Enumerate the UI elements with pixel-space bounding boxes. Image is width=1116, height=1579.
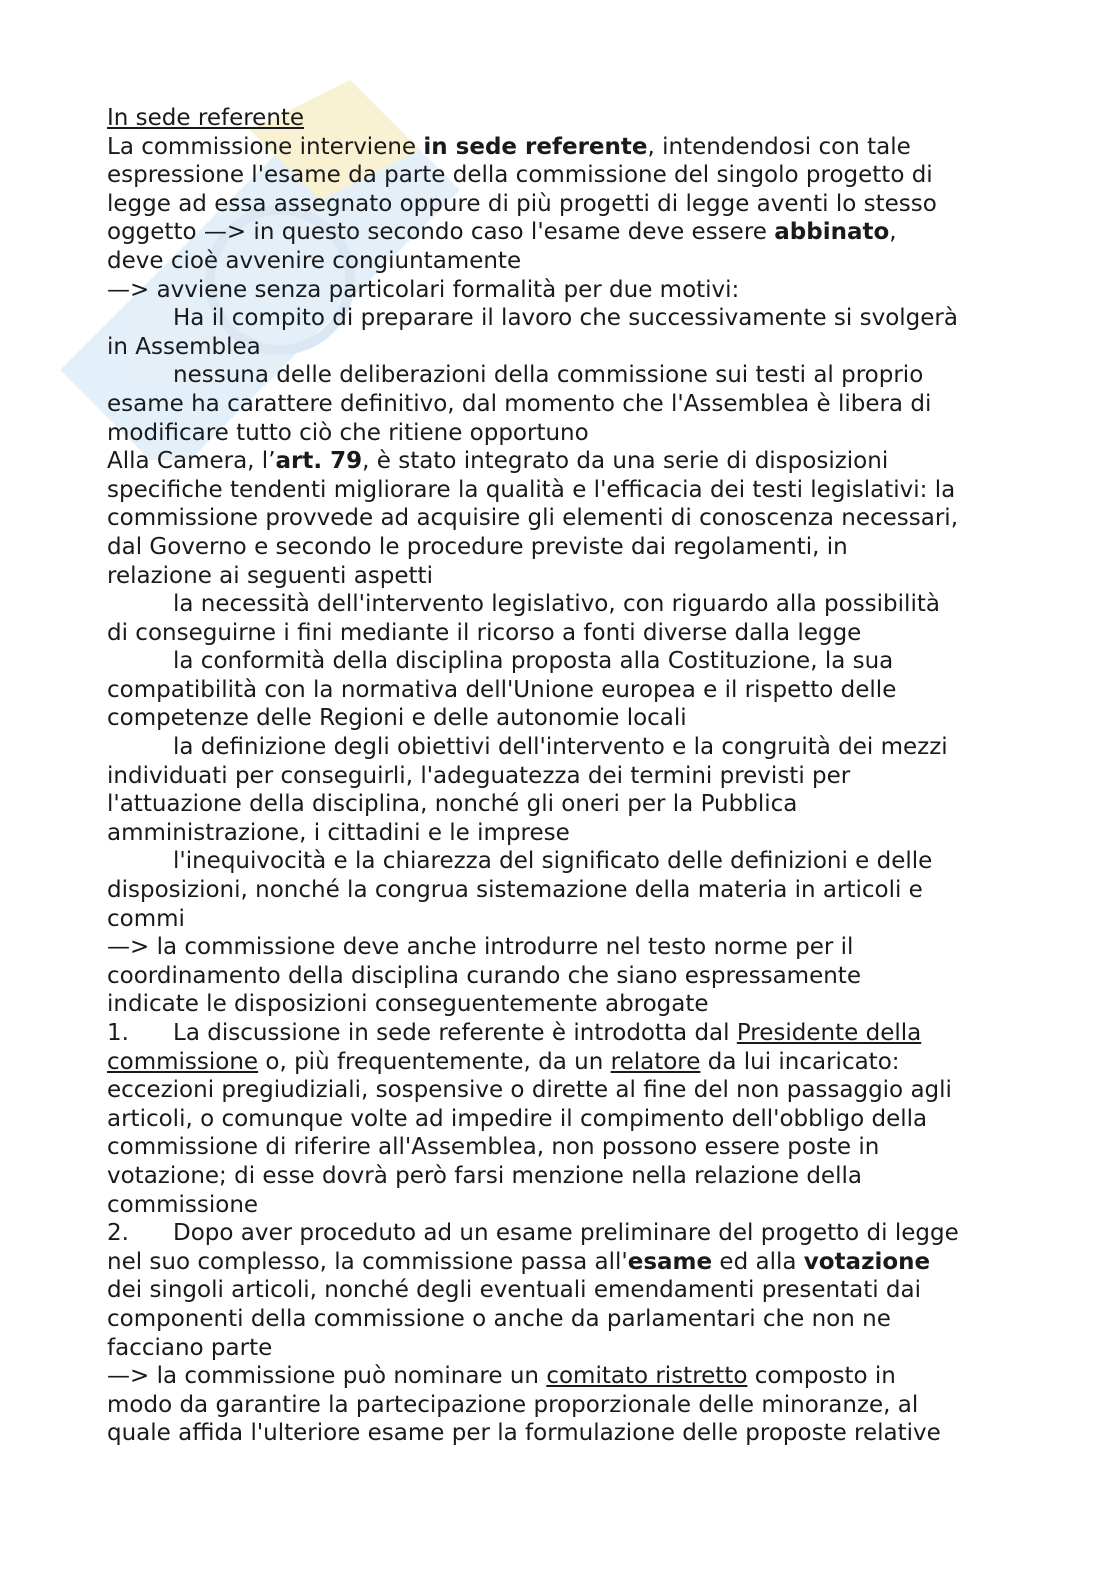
paragraph-line: legge ad essa assegnato oppure di più progetti di legge aventi lo stesso <box>107 190 937 217</box>
item-number: 1. <box>107 1020 129 1046</box>
numbered-item-line: dei singoli articoli, nonché degli eventuali emendamenti presentati dai <box>107 1277 922 1304</box>
numbered-item-line: articoli, o comunque volte ad impedire il compimento dell'obbligo della <box>107 1105 928 1132</box>
numbered-item-line: commissione <box>107 1191 259 1218</box>
paragraph-line: indicate le disposizioni conseguentemente abrogate <box>107 991 709 1018</box>
paragraph-line: specifiche tendenti migliorare la qualità e l'efficacia dei testi legislativi: la <box>107 476 956 503</box>
paragraph-line: —> la commissione può nominare un comitato ristretto composto in <box>107 1363 896 1390</box>
item-number: 2. <box>107 1220 129 1247</box>
numbered-item-line: eccezioni pregiudiziali, sospensive o dirette al fine del non passaggio agli <box>107 1077 952 1104</box>
paragraph-line: Alla Camera, l’art. 79, è stato integrato da una serie di disposizioni <box>107 448 889 475</box>
list-item-line: l'attuazione della disciplina, nonché gli oneri per la Pubblica <box>107 791 798 818</box>
list-item-line: individuati per conseguirli, l'adeguatezza dei termini previsti per <box>107 762 851 789</box>
numbered-item-line: commissione di riferire all'Assemblea, non possono essere poste in <box>107 1134 880 1161</box>
list-item-line: disposizioni, nonché la congrua sistemazione della materia in articoli e <box>107 877 923 904</box>
paragraph-line: oggetto —> in questo secondo caso l'esame deve essere abbinato, <box>107 219 897 246</box>
numbered-item: 1. La discussione in sede referente è introdotta dal Presidente della <box>107 1020 922 1046</box>
list-item-line: amministrazione, i cittadini e le imprese <box>107 819 570 846</box>
paragraph-line: La commissione interviene in sede referente, intendendosi con tale <box>107 133 911 160</box>
numbered-item-line: componenti della commissione o anche da parlamentari che non ne <box>107 1305 891 1332</box>
document-body <box>107 104 1007 1448</box>
numbered-item-line: nel suo complesso, la commissione passa all'esame ed alla votazione <box>107 1248 931 1275</box>
list-item-line: di conseguirne i fini mediante il ricorso a fonti diverse dalla legge <box>107 619 862 646</box>
list-item-line: commi <box>107 905 185 932</box>
numbered-item-line: votazione; di esse dovrà però farsi menzione nella relazione della <box>107 1162 862 1189</box>
section-heading: In sede referente <box>107 105 305 131</box>
list-item-line: in Assemblea <box>107 333 261 360</box>
paragraph-line: commissione provvede ad acquisire gli elementi di conoscenza necessari, <box>107 505 959 532</box>
paragraph-line: quale affida l'ulteriore esame per la formulazione delle proposte relative <box>107 1420 941 1447</box>
numbered-item-line: commissione o, più frequentemente, da un relatore da lui incaricato: <box>107 1048 900 1075</box>
numbered-item: 2. Dopo aver proceduto ad un esame preliminare del progetto di legge <box>107 1220 959 1247</box>
list-item-line: compatibilità con la normativa dell'Unione europea e il rispetto delle <box>107 676 897 703</box>
paragraph-line: coordinamento della disciplina curando che siano espressamente <box>107 962 861 989</box>
paragraph-line: dal Governo e secondo le procedure previste dai regolamenti, in <box>107 533 848 560</box>
list-item: Ha il compito di preparare il lavoro che successivamente si svolgerà <box>173 305 958 332</box>
list-item-line: competenze delle Regioni e delle autonomie locali <box>107 705 687 732</box>
paragraph-line: espressione l'esame da parte della commissione del singolo progetto di <box>107 162 933 189</box>
list-item: la necessità dell'intervento legislativo, con riguardo alla possibilità <box>173 591 940 618</box>
list-item: la definizione degli obiettivi dell'intervento e la congruità dei mezzi <box>173 734 948 761</box>
list-item: la conformità della disciplina proposta alla Costituzione, la sua <box>173 648 894 675</box>
list-item: nessuna delle deliberazioni della commissione sui testi al proprio <box>173 362 924 389</box>
paragraph-line: deve cioè avvenire congiuntamente <box>107 247 522 274</box>
list-item-line: esame ha carattere definitivo, dal momento che l'Assemblea è libera di <box>107 390 932 417</box>
list-item: l'inequivocità e la chiarezza del significato delle definizioni e delle <box>173 848 933 875</box>
list-item-line: modificare tutto ciò che ritiene opportuno <box>107 419 589 446</box>
paragraph-line: —> avviene senza particolari formalità per due motivi: <box>107 276 740 303</box>
numbered-item-line: facciano parte <box>107 1334 273 1361</box>
paragraph-line: —> la commissione deve anche introdurre nel testo norme per il <box>107 934 854 961</box>
paragraph-line: modo da garantire la partecipazione proporzionale delle minoranze, al <box>107 1391 919 1418</box>
paragraph-line: relazione ai seguenti aspetti <box>107 562 433 589</box>
